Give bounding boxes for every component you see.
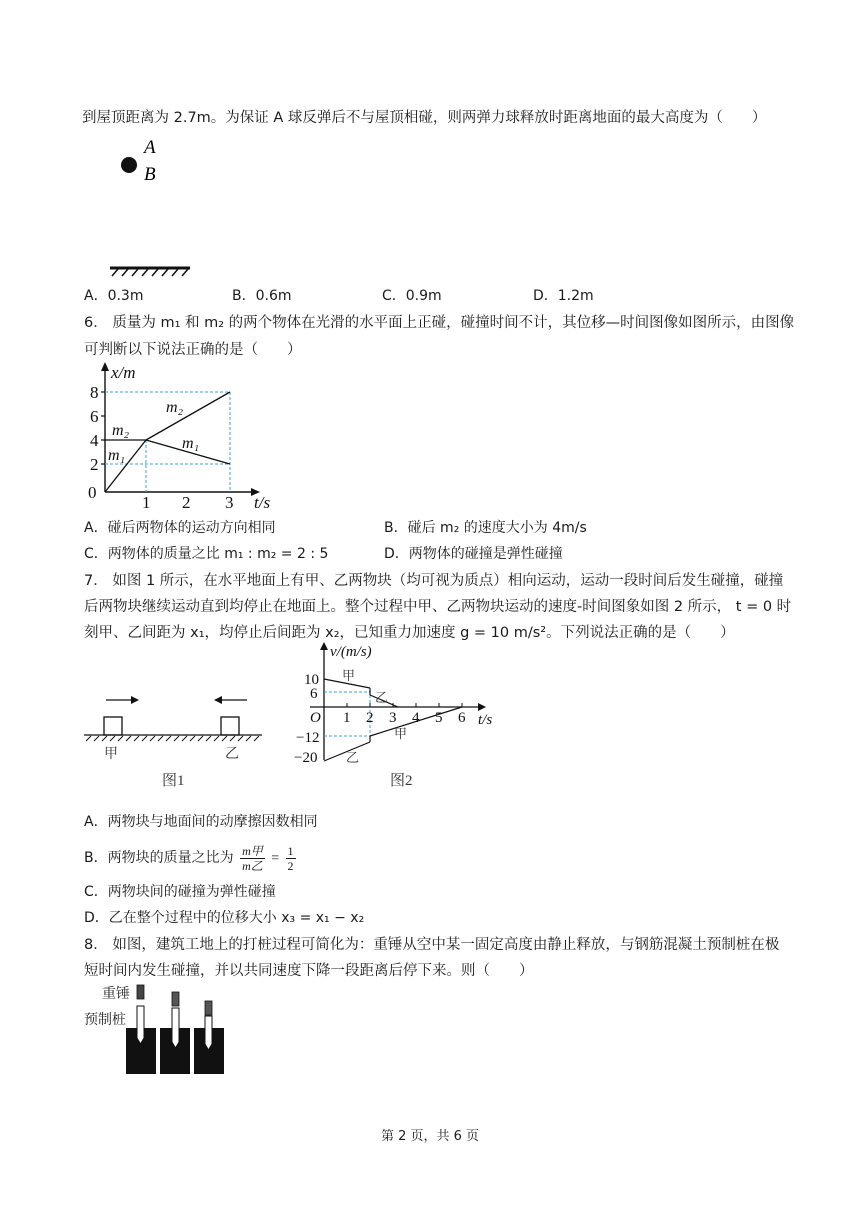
q5-stem-tail: 到屋顶距离为 2.7m。为保证 A 球反弹后不与屋顶相碰，则两弹力球释放时距离地面的最大高度为（ ） <box>82 110 767 126</box>
page-footer: 第 2 页，共 6 页 <box>380 1129 480 1144</box>
y-axis-label: x/m <box>111 363 136 382</box>
series-label-m2-right: m₂ <box>166 399 184 416</box>
y-tick-8: 8 <box>90 383 99 402</box>
series-label-jia-bottom: 甲 <box>394 727 408 742</box>
label-b: B <box>144 164 156 185</box>
y-axis-arrow-icon <box>101 362 109 371</box>
x-tick-3: 3 <box>389 710 397 726</box>
q6-xt-graph <box>82 360 282 515</box>
q7-stem-line1: 7． 如图 1 所示，在水平地面上有甲、乙两物块（均可视为质点）相向运动，运动一段时间后发生碰撞，碰撞 <box>84 573 784 589</box>
frac-denominator: m乙 <box>242 858 263 873</box>
label-pile: 预制桩 <box>84 1012 126 1028</box>
series-label-yi-bottom: 乙 <box>346 751 360 766</box>
y-tick-0: 0 <box>88 483 97 502</box>
hammer-2 <box>172 992 179 1006</box>
ratio-value-fraction <box>286 844 296 873</box>
ground-hatch <box>110 269 188 276</box>
y-axis-arrow-icon <box>320 642 328 650</box>
mass-ratio-fraction <box>240 844 265 873</box>
q7-option-b-text: B．两物块的质量之比为 <box>84 850 234 866</box>
q6-option-d[interactable]: D．两物体的碰撞是弹性碰撞 <box>384 546 563 562</box>
pile-1 <box>137 1006 144 1044</box>
block-yi <box>221 717 239 735</box>
x-tick-5: 5 <box>435 710 443 726</box>
block-jia <box>104 717 122 735</box>
y-tick-6: 6 <box>310 686 318 702</box>
label-a: A <box>144 137 156 158</box>
q6-option-b[interactable]: B．碰后 m₂ 的速度大小为 4m/s <box>384 520 587 536</box>
fig2-caption: 图2 <box>390 773 413 789</box>
series-label-m1-left: m₁ <box>108 447 126 464</box>
series-label-jia-top: 甲 <box>342 669 356 684</box>
series-label-m1-right: m₁ <box>182 435 200 452</box>
q8-stem-line2: 短时间内发生碰撞，并以共同速度下降一段距离后停下来。则（ ） <box>84 963 534 979</box>
frac-equals: = <box>271 851 280 866</box>
pile-2 <box>172 1008 179 1048</box>
arrow-left-head-icon <box>214 696 222 704</box>
q6-option-c[interactable]: C．两物体的质量之比 m₁ : m₂ = 2 : 5 <box>84 546 329 562</box>
label-hammer: 重锤 <box>102 986 130 1002</box>
x-axis-arrow-icon <box>478 703 486 711</box>
hammer-1 <box>137 985 144 999</box>
q6-stem-line1: 6． 质量为 m₁ 和 m₂ 的两个物体在光滑的水平面上正碰，碰撞时间不计，其位移—时间图像如图所示，由图像 <box>84 315 795 331</box>
q7-stem-line3: 刻甲、乙间距为 x₁，均停止后间距为 x₂，已知重力加速度 g = 10 m/s²。下列说法正确的是（ ） <box>84 625 735 641</box>
arrow-right-head-icon <box>131 696 139 704</box>
frac-value-numerator: 1 <box>287 843 294 858</box>
ground-hatch <box>86 736 259 741</box>
x-tick-2: 2 <box>366 710 374 726</box>
q7-option-a[interactable]: A．两物块与地面间的动摩擦因数相同 <box>84 814 318 830</box>
pile-3 <box>205 1016 212 1050</box>
q8-stem-line1: 8． 如图，建筑工地上的打桩过程可简化为：重锤从空中某一固定高度由静止释放，与钢筋混凝土预制桩在极 <box>84 937 780 953</box>
label-yi: 乙 <box>225 746 239 762</box>
q7-option-c[interactable]: C．两物块间的碰撞为弹性碰撞 <box>84 884 276 900</box>
q7-stem-line2: 后两物块继续运动直到均停止在地面上。整个过程中甲、乙两物块运动的速度-时间图象如图 2 所示， t = 0 时 <box>84 599 792 615</box>
y-tick-4: 4 <box>90 431 99 450</box>
fig1-caption: 图1 <box>162 773 185 789</box>
y-tick-neg20: −20 <box>294 750 318 766</box>
q7-vt-graph <box>290 640 510 790</box>
q5-option-d[interactable]: D．1.2m <box>533 288 594 304</box>
q7-option-d[interactable]: D．乙在整个过程中的位移大小 x₃ = x₁ − x₂ <box>84 910 365 926</box>
q8-pile-figure <box>84 982 244 1082</box>
x-tick-4: 4 <box>412 710 420 726</box>
ball-icon <box>121 157 137 173</box>
series-label-yi-top: 乙 <box>375 691 389 706</box>
frac-numerator: m甲 <box>242 843 263 858</box>
q5-figure <box>110 135 210 280</box>
x-axis-label: t/s <box>254 493 271 512</box>
q7-option-b[interactable] <box>84 838 298 878</box>
q6-stem-line2: 可判断以下说法正确的是（ ） <box>84 342 302 358</box>
y-tick-6: 6 <box>90 407 99 426</box>
y-tick-2: 2 <box>90 455 99 474</box>
series-label-m2-left: m₂ <box>112 422 130 439</box>
hammer-3 <box>205 1001 212 1015</box>
y-tick-neg12: −12 <box>296 730 320 746</box>
q5-option-b[interactable]: B．0.6m <box>232 288 292 304</box>
origin-label: O <box>310 710 321 726</box>
q5-option-a[interactable]: A．0.3m <box>84 288 144 304</box>
x-tick-3: 3 <box>225 493 234 512</box>
y-tick-10: 10 <box>304 672 319 688</box>
x-axis-label: t/s <box>478 712 493 728</box>
q5-option-c[interactable]: C．0.9m <box>382 288 442 304</box>
x-tick-6: 6 <box>458 710 466 726</box>
x-tick-1: 1 <box>343 710 351 726</box>
label-jia: 甲 <box>104 746 118 762</box>
frac-value-denominator: 2 <box>287 858 294 873</box>
q7-figure1 <box>84 690 274 790</box>
x-tick-1: 1 <box>142 493 151 512</box>
x-tick-2: 2 <box>182 493 191 512</box>
q6-option-a[interactable]: A．碰后两物体的运动方向相同 <box>84 520 276 536</box>
y-axis-label: v/(m/s) <box>330 644 372 660</box>
